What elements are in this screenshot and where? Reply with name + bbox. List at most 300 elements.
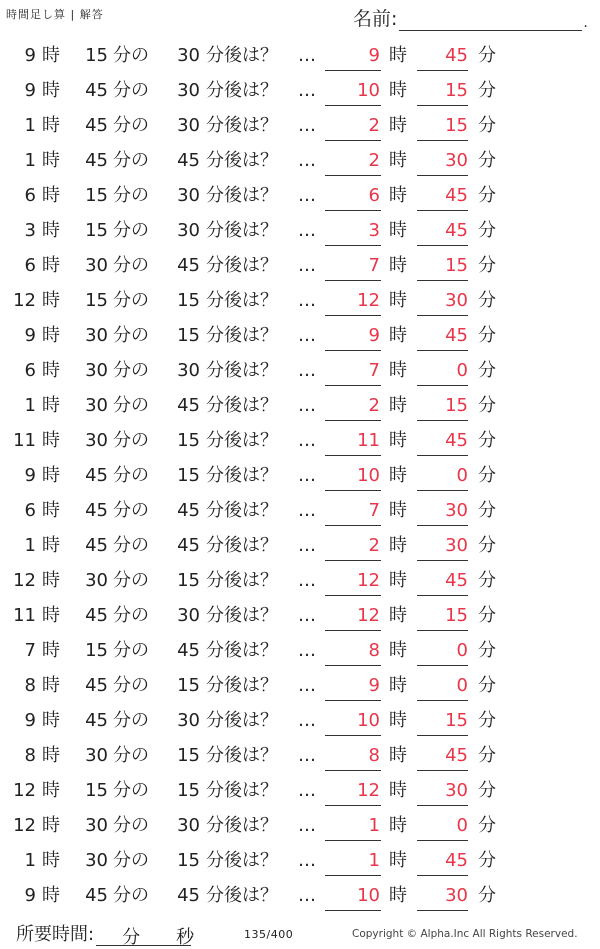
ellipsis: … [298,185,316,206]
answer-minute: 30 [417,290,468,316]
ellipsis: … [298,45,316,66]
answer-minute-unit: 分 [478,115,496,136]
start-minute: 15 [85,45,108,66]
answer-minute: 0 [417,360,468,386]
minutes-later-label: 分後は？ [206,465,278,486]
added-minutes: 15 [177,430,200,451]
answer-minute: 15 [417,115,468,141]
answer-minute: 15 [417,255,468,281]
start-hour: 6 [24,500,36,521]
ellipsis: … [298,500,316,521]
added-minutes: 45 [177,395,200,416]
minute-of-label: 分の [113,150,149,171]
start-minute: 45 [85,605,108,626]
start-minute: 30 [85,325,108,346]
minute-of-label: 分の [113,395,149,416]
minutes-later-label: 分後は？ [206,535,278,556]
minute-of-label: 分の [113,815,149,836]
problem-row [0,215,600,250]
problem-row [0,250,600,285]
minutes-later-label: 分後は？ [206,290,278,311]
answer-minute: 45 [417,45,468,71]
minutes-later-label: 分後は？ [206,325,278,346]
minutes-later-label: 分後は？ [206,745,278,766]
answer-minute: 30 [417,535,468,561]
added-minutes: 30 [177,185,200,206]
answer-minute: 0 [417,815,468,841]
answer-minute: 15 [417,395,468,421]
answer-minute-unit: 分 [478,395,496,416]
minutes-later-label: 分後は？ [206,395,278,416]
answer-hour: 12 [325,290,381,316]
answer-minute-unit: 分 [478,605,496,626]
hour-unit: 時 [42,675,60,696]
start-minute: 45 [85,115,108,136]
added-minutes: 30 [177,80,200,101]
start-minute: 45 [85,465,108,486]
answer-minute-unit: 分 [478,430,496,451]
minute-of-label: 分の [113,675,149,696]
hour-unit: 時 [42,605,60,626]
problem-row [0,460,600,495]
hour-unit: 時 [42,640,60,661]
answer-minute-unit: 分 [478,570,496,591]
start-minute: 30 [85,745,108,766]
name-field-area [353,4,588,31]
hour-unit: 時 [42,220,60,241]
name-line-end: . [583,15,588,31]
start-hour: 1 [24,150,36,171]
start-minute: 45 [85,710,108,731]
minutes-later-label: 分後は？ [206,850,278,871]
hour-unit: 時 [42,325,60,346]
ellipsis: … [298,605,316,626]
answer-hour-unit: 時 [389,745,407,766]
answer-minute: 45 [417,570,468,596]
answer-minute-unit: 分 [478,185,496,206]
start-minute: 45 [85,535,108,556]
ellipsis: … [298,570,316,591]
hour-unit: 時 [42,745,60,766]
answer-hour: 12 [325,570,381,596]
added-minutes: 45 [177,885,200,906]
start-minute: 45 [85,885,108,906]
answer-hour-unit: 時 [389,150,407,171]
answer-minute-unit: 分 [478,710,496,731]
problem-row [0,705,600,740]
minute-of-label: 分の [113,430,149,451]
answer-hour-unit: 時 [389,640,407,661]
problem-row [0,320,600,355]
start-hour: 9 [24,80,36,101]
answer-hour-unit: 時 [389,570,407,591]
minute-of-label: 分の [113,220,149,241]
start-hour: 12 [13,815,36,836]
minute-of-label: 分の [113,640,149,661]
added-minutes: 45 [177,535,200,556]
start-hour: 6 [24,185,36,206]
minute-of-label: 分の [113,360,149,381]
start-minute: 30 [85,570,108,591]
answer-hour: 12 [325,780,381,806]
ellipsis: … [298,465,316,486]
minute-of-label: 分の [113,710,149,731]
minutes-later-label: 分後は？ [206,675,278,696]
problem-row [0,495,600,530]
answer-minute-unit: 分 [478,220,496,241]
minutes-later-label: 分後は？ [206,45,278,66]
start-minute: 30 [85,360,108,381]
start-hour: 1 [24,115,36,136]
answer-minute: 30 [417,500,468,526]
name-input-line[interactable] [399,8,582,31]
answer-minute: 15 [417,710,468,736]
added-minutes: 15 [177,745,200,766]
answer-minute-unit: 分 [478,45,496,66]
answer-minute-unit: 分 [478,325,496,346]
time-required-line[interactable] [96,923,195,948]
problem-row [0,775,600,810]
problem-row [0,145,600,180]
answer-minute-unit: 分 [478,465,496,486]
problem-row [0,285,600,320]
answer-hour-unit: 時 [389,395,407,416]
answer-minute-unit: 分 [478,745,496,766]
hour-unit: 時 [42,885,60,906]
hour-unit: 時 [42,45,60,66]
name-label: 名前: [353,8,398,30]
hour-unit: 時 [42,185,60,206]
added-minutes: 45 [177,640,200,661]
answer-hour: 1 [325,850,381,876]
answer-hour-unit: 時 [389,115,407,136]
answer-minute-unit: 分 [478,80,496,101]
problem-row [0,530,600,565]
answer-hour-unit: 時 [389,255,407,276]
ellipsis: … [298,80,316,101]
minute-of-label: 分の [113,465,149,486]
answer-hour-unit: 時 [389,360,407,381]
ellipsis: … [298,885,316,906]
answer-hour: 2 [325,535,381,561]
start-minute: 30 [85,850,108,871]
answer-minute-unit: 分 [478,360,496,381]
answer-minute: 30 [417,780,468,806]
added-minutes: 30 [177,220,200,241]
added-minutes: 15 [177,675,200,696]
ellipsis: … [298,290,316,311]
minutes-later-label: 分後は？ [206,430,278,451]
ellipsis: … [298,150,316,171]
answer-minute: 30 [417,885,468,911]
added-minutes: 15 [177,570,200,591]
answer-hour-unit: 時 [389,185,407,206]
minute-of-label: 分の [113,850,149,871]
answer-minute-unit: 分 [478,780,496,801]
problem-row [0,390,600,425]
start-hour: 9 [24,325,36,346]
added-minutes: 15 [177,780,200,801]
ellipsis: … [298,710,316,731]
start-minute: 15 [85,220,108,241]
ellipsis: … [298,395,316,416]
hour-unit: 時 [42,360,60,381]
hour-unit: 時 [42,255,60,276]
minutes-later-label: 分後は？ [206,710,278,731]
answer-hour: 7 [325,360,381,386]
start-hour: 9 [24,885,36,906]
answer-minute: 0 [417,640,468,666]
answer-hour: 10 [325,465,381,491]
problem-row [0,635,600,670]
problem-row [0,600,600,635]
answer-hour-unit: 時 [389,850,407,871]
answer-hour: 9 [325,675,381,701]
hour-unit: 時 [42,570,60,591]
answer-hour-unit: 時 [389,780,407,801]
minute-of-label: 分の [113,290,149,311]
minutes-later-label: 分後は？ [206,640,278,661]
minute-of-label: 分の [113,500,149,521]
ellipsis: … [298,325,316,346]
answer-hour-unit: 時 [389,535,407,556]
answer-minute-unit: 分 [478,290,496,311]
answer-minute: 15 [417,80,468,106]
answer-hour: 2 [325,115,381,141]
start-hour: 3 [24,220,36,241]
minute-of-label: 分の [113,115,149,136]
added-minutes: 45 [177,500,200,521]
problem-row [0,355,600,390]
answer-minute: 45 [417,850,468,876]
start-hour: 6 [24,255,36,276]
start-minute: 15 [85,780,108,801]
answer-minute: 45 [417,430,468,456]
minutes-label: 分 [122,927,141,948]
minute-of-label: 分の [113,185,149,206]
problem-row [0,740,600,775]
time-required-label: 所要時間: [16,924,95,945]
added-minutes: 15 [177,465,200,486]
added-minutes: 15 [177,850,200,871]
answer-minute: 0 [417,675,468,701]
hour-unit: 時 [42,395,60,416]
start-hour: 8 [24,675,36,696]
answer-minute-unit: 分 [478,535,496,556]
ellipsis: … [298,745,316,766]
start-minute: 45 [85,150,108,171]
answer-minute-unit: 分 [478,500,496,521]
answer-hour-unit: 時 [389,80,407,101]
ellipsis: … [298,535,316,556]
problem-row [0,880,600,915]
problem-row [0,110,600,145]
ellipsis: … [298,360,316,381]
problem-row [0,670,600,705]
answer-hour-unit: 時 [389,605,407,626]
answer-hour-unit: 時 [389,290,407,311]
minute-of-label: 分の [113,780,149,801]
answer-minute-unit: 分 [478,150,496,171]
answer-hour: 10 [325,710,381,736]
answer-minute-unit: 分 [478,850,496,871]
start-minute: 15 [85,185,108,206]
problem-row [0,845,600,880]
answer-hour: 3 [325,220,381,246]
ellipsis: … [298,815,316,836]
problem-row [0,40,600,75]
answer-hour-unit: 時 [389,885,407,906]
start-minute: 30 [85,815,108,836]
added-minutes: 30 [177,815,200,836]
start-minute: 45 [85,500,108,521]
answer-hour-unit: 時 [389,710,407,731]
answer-hour-unit: 時 [389,500,407,521]
added-minutes: 30 [177,45,200,66]
ellipsis: … [298,115,316,136]
answer-hour-unit: 時 [389,465,407,486]
ellipsis: … [298,780,316,801]
minutes-later-label: 分後は？ [206,360,278,381]
start-hour: 1 [24,535,36,556]
minute-of-label: 分の [113,325,149,346]
minutes-later-label: 分後は？ [206,885,278,906]
minute-of-label: 分の [113,885,149,906]
answer-minute: 45 [417,325,468,351]
hour-unit: 時 [42,815,60,836]
answer-hour: 9 [325,325,381,351]
answer-hour-unit: 時 [389,815,407,836]
time-required [16,920,195,948]
start-hour: 12 [13,570,36,591]
minute-of-label: 分の [113,80,149,101]
added-minutes: 30 [177,710,200,731]
answer-minute: 30 [417,150,468,176]
answer-hour: 2 [325,150,381,176]
ellipsis: … [298,220,316,241]
start-minute: 30 [85,395,108,416]
start-hour: 6 [24,360,36,381]
start-hour: 9 [24,465,36,486]
start-hour: 8 [24,745,36,766]
answer-hour-unit: 時 [389,325,407,346]
seconds-label: 秒 [176,927,195,948]
hour-unit: 時 [42,115,60,136]
minutes-later-label: 分後は？ [206,570,278,591]
start-hour: 1 [24,395,36,416]
added-minutes: 15 [177,290,200,311]
minutes-later-label: 分後は？ [206,500,278,521]
added-minutes: 45 [177,150,200,171]
added-minutes: 30 [177,360,200,381]
answer-hour-unit: 時 [389,45,407,66]
answer-hour: 10 [325,885,381,911]
start-hour: 12 [13,780,36,801]
ellipsis: … [298,640,316,661]
ellipsis: … [298,255,316,276]
start-hour: 1 [24,850,36,871]
start-minute: 45 [85,675,108,696]
start-minute: 30 [85,255,108,276]
answer-hour: 6 [325,185,381,211]
answer-hour-unit: 時 [389,675,407,696]
problem-list [0,40,600,915]
minute-of-label: 分の [113,45,149,66]
start-minute: 45 [85,80,108,101]
hour-unit: 時 [42,850,60,871]
answer-hour: 2 [325,395,381,421]
answer-hour: 11 [325,430,381,456]
answer-hour: 9 [325,45,381,71]
minutes-later-label: 分後は？ [206,150,278,171]
problem-row [0,425,600,460]
start-hour: 12 [13,290,36,311]
minutes-later-label: 分後は？ [206,815,278,836]
answer-minute: 45 [417,745,468,771]
hour-unit: 時 [42,500,60,521]
hour-unit: 時 [42,430,60,451]
minutes-later-label: 分後は？ [206,80,278,101]
minute-of-label: 分の [113,535,149,556]
start-minute: 15 [85,290,108,311]
answer-hour-unit: 時 [389,220,407,241]
minutes-later-label: 分後は？ [206,185,278,206]
start-hour: 9 [24,45,36,66]
problem-row [0,180,600,215]
ellipsis: … [298,430,316,451]
start-hour: 7 [24,640,36,661]
answer-hour: 8 [325,640,381,666]
hour-unit: 時 [42,150,60,171]
answer-minute: 45 [417,185,468,211]
answer-minute-unit: 分 [478,885,496,906]
hour-unit: 時 [42,80,60,101]
answer-hour: 7 [325,255,381,281]
answer-hour: 12 [325,605,381,631]
answer-minute-unit: 分 [478,675,496,696]
answer-hour: 8 [325,745,381,771]
ellipsis: … [298,850,316,871]
page-number: 135/400 [244,928,294,941]
added-minutes: 15 [177,325,200,346]
minutes-later-label: 分後は？ [206,255,278,276]
hour-unit: 時 [42,710,60,731]
answer-minute-unit: 分 [478,815,496,836]
answer-hour: 7 [325,500,381,526]
answer-hour-unit: 時 [389,430,407,451]
problem-row [0,75,600,110]
added-minutes: 45 [177,255,200,276]
problem-row [0,565,600,600]
minutes-later-label: 分後は？ [206,780,278,801]
start-minute: 15 [85,640,108,661]
answer-hour: 10 [325,80,381,106]
start-hour: 11 [13,605,36,626]
answer-minute: 0 [417,465,468,491]
answer-minute: 45 [417,220,468,246]
added-minutes: 30 [177,115,200,136]
minutes-later-label: 分後は？ [206,220,278,241]
minute-of-label: 分の [113,605,149,626]
hour-unit: 時 [42,465,60,486]
minute-of-label: 分の [113,255,149,276]
start-hour: 11 [13,430,36,451]
hour-unit: 時 [42,290,60,311]
minute-of-label: 分の [113,570,149,591]
added-minutes: 30 [177,605,200,626]
problem-row [0,810,600,845]
answer-minute-unit: 分 [478,255,496,276]
